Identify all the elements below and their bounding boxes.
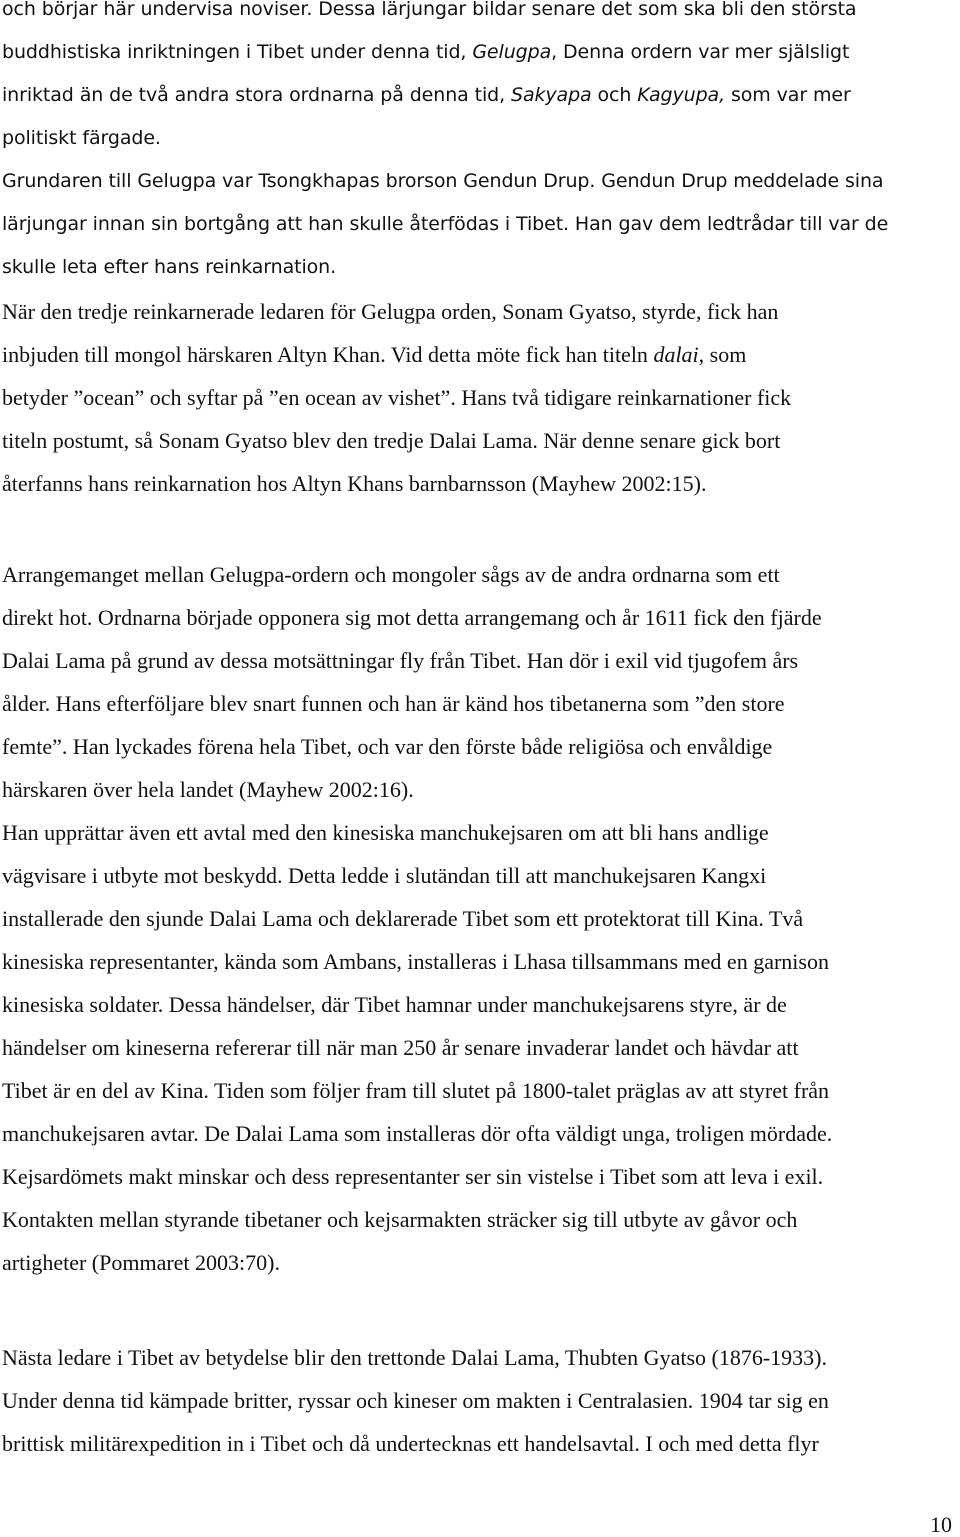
text-line (2, 344, 746, 370)
text-run: manchukejsaren avtar. De Dalai Lama som installeras dör ofta väldigt unga, troligen mördade. (2, 1121, 833, 1146)
text-run: brittisk militärexpedition in i Tibet och då undertecknas ett handelsavtal. I och med detta flyr (2, 1431, 819, 1456)
text-line (2, 301, 778, 327)
text-line (2, 564, 780, 590)
text-line (2, 1123, 832, 1149)
text-line (2, 779, 414, 805)
text-run: Dalai Lama på grund av dessa motsättningar fly från Tibet. Han dör i exil vid tjugofem års (2, 648, 799, 673)
text-run: När den tredje reinkarnerade ledaren för Gelugpa orden, Sonam Gyatso, styrde, fick han (2, 299, 779, 324)
text-line (2, 1252, 280, 1278)
text-run: och börjar här undervisa noviser. Dessa lärjungar bildar senare det som ska bli den största (2, 0, 857, 20)
text-run: betyder ”ocean” och syftar på ”en ocean av vishet”. Hans två tidigare reinkarnationer fick (2, 385, 792, 410)
text-line (2, 86, 851, 112)
text-run: , som (698, 342, 747, 367)
text-run: skulle leta efter hans reinkarnation. (2, 256, 337, 278)
text-line (2, 607, 822, 633)
text-line (2, 908, 803, 934)
text-run: Kontakten mellan styrande tibetaner och kejsarmakten sträcker sig till utbyte av gåvor och (2, 1207, 798, 1232)
text-line (2, 693, 785, 719)
text-run: ålder. Hans efterföljare blev snart funnen och han är känd hos tibetanerna som ”den store (2, 691, 785, 716)
text-line (2, 822, 769, 848)
text-line (2, 129, 161, 155)
text-line (2, 1433, 819, 1459)
text-run: , Denna ordern var mer själsligt (551, 41, 850, 63)
italic-term: Gelugpa (472, 41, 552, 63)
text-line (2, 1037, 799, 1063)
text-run: Under denna tid kämpade britter, ryssar och kineser om makten i Centralasien. 1904 tar sig en (2, 1388, 829, 1413)
text-line (2, 650, 798, 676)
text-run: vägvisare i utbyte mot beskydd. Detta ledde i slutändan till att manchukejsaren Kangxi (2, 863, 767, 888)
text-run: kinesiska representanter, kända som Ambans, installeras i Lhasa tillsammans med en garnison (2, 949, 829, 974)
text-run: femte”. Han lyckades förena hela Tibet, och var den förste både religiösa och envåldige (2, 734, 773, 759)
text-line (2, 430, 780, 456)
text-line (2, 387, 791, 413)
text-run: Nästa ledare i Tibet av betydelse blir den trettonde Dalai Lama, Thubten Gyatso (1876-1933). (2, 1345, 827, 1370)
text-run: Grundaren till Gelugpa var Tsongkhapas brorson Gendun Drup. Gendun Drup meddelade sina (2, 170, 884, 192)
text-run: som var mer (725, 84, 851, 106)
text-run: Han upprättar även ett avtal med den kinesiska manchukejsaren om att bli hans andlige (2, 820, 769, 845)
text-run: och (591, 84, 638, 106)
page-number: 10 (930, 1512, 952, 1537)
text-run: titeln postumt, så Sonam Gyatso blev den tredje Dalai Lama. När denne senare gick bort (2, 428, 781, 453)
text-line (2, 1390, 829, 1416)
text-line (2, 736, 772, 762)
text-run: kinesiska soldater. Dessa händelser, där Tibet hamnar under manchukejsarens styre, är de (2, 992, 787, 1017)
italic-term: Kagyupa, (637, 84, 726, 106)
text-run: Kejsardömets makt minskar och dess representanter ser sin vistelse i Tibet som att leva i exil. (2, 1164, 824, 1189)
text-run: Tibet är en del av Kina. Tiden som följer fram till slutet på 1800-talet präglas av att styret från (2, 1078, 830, 1103)
text-line (2, 1166, 823, 1192)
text-run: buddhistiska inriktningen i Tibet under denna tid, (2, 41, 473, 63)
text-run: Arrangemanget mellan Gelugpa-ordern och mongoler sågs av de andra ordnarna som ett (2, 562, 780, 587)
text-run: direkt hot. Ordnarna började opponera sig mot detta arrangemang och år 1611 fick den fjärde (2, 605, 822, 630)
text-run: härskaren över hela landet (Mayhew 2002:16). (2, 777, 414, 802)
text-run: inriktad än de två andra stora ordnarna på denna tid, (2, 84, 511, 106)
text-line (2, 43, 849, 69)
text-line (2, 1347, 827, 1373)
text-line (2, 215, 888, 241)
italic-term: Sakyapa (510, 84, 592, 106)
text-line (2, 865, 766, 891)
text-run: politiskt färgade. (2, 127, 161, 149)
text-line (2, 473, 706, 499)
text-line (2, 0, 856, 26)
text-run: händelser om kineserna refererar till när man 250 år senare invaderar landet och hävdar att (2, 1035, 799, 1060)
text-run: artigheter (Pommaret 2003:70). (2, 1250, 280, 1275)
italic-term: dalai (653, 342, 699, 367)
text-line (2, 172, 883, 198)
text-line (2, 1209, 797, 1235)
text-run: lärjungar innan sin bortgång att han skulle återfödas i Tibet. Han gav dem ledtrådar till var de (2, 213, 889, 235)
text-line (2, 994, 787, 1020)
text-line (2, 258, 336, 284)
text-run: installerade den sjunde Dalai Lama och deklarerade Tibet som ett protektorat till Kina. Två (2, 906, 804, 931)
text-run: inbjuden till mongol härskaren Altyn Khan. Vid detta möte fick han titeln (2, 342, 654, 367)
text-line (2, 1080, 829, 1106)
text-line (2, 951, 829, 977)
text-run: återfanns hans reinkarnation hos Altyn Khans barnbarnsson (Mayhew 2002:15). (2, 471, 707, 496)
